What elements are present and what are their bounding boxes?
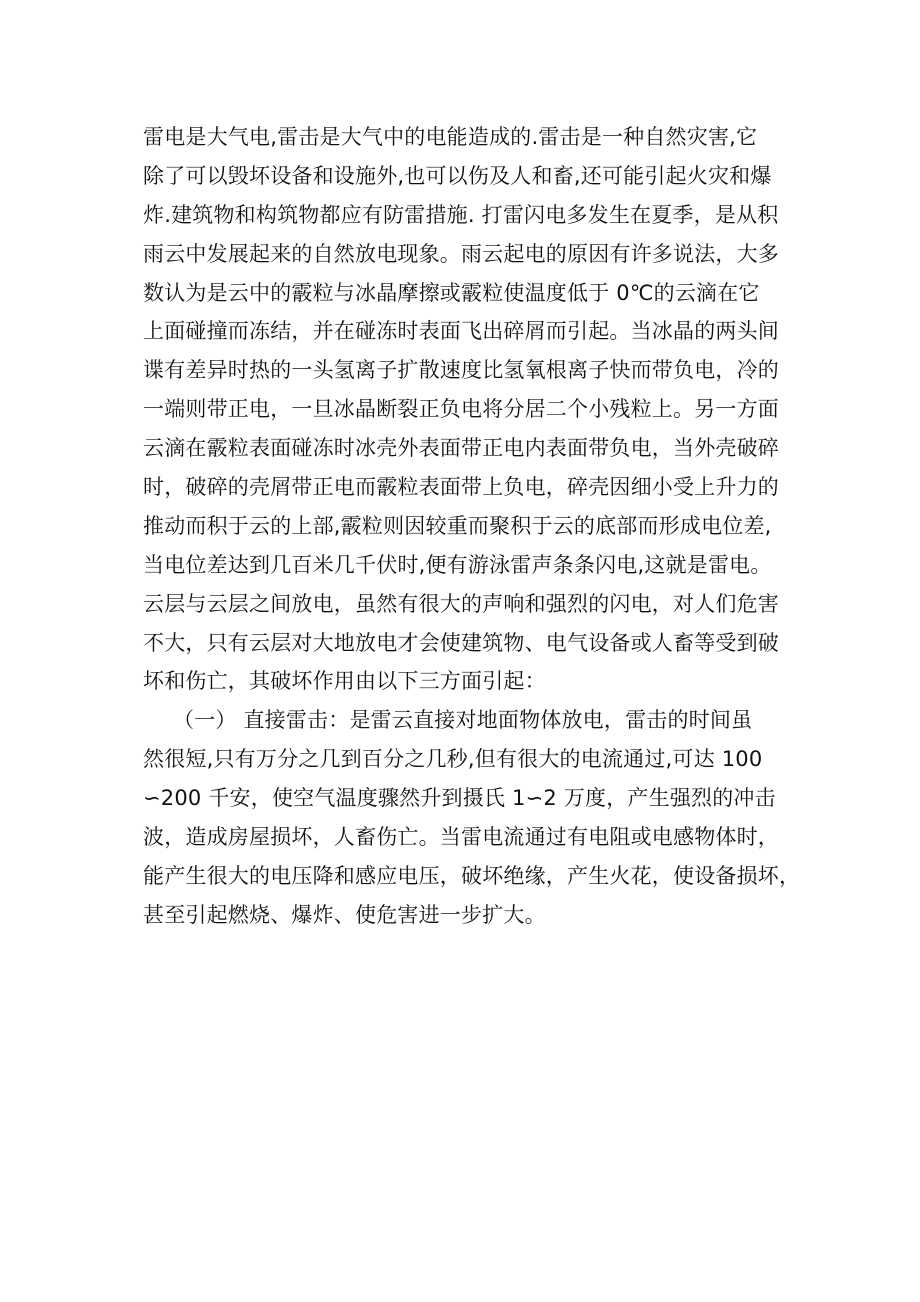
text-line: 云滴在霰粒表面碰冻时冰壳外表面带正电内表面带负电，当外壳破碎: [143, 436, 779, 461]
text-line: 雨云中发展起来的自然放电现象。雨云起电的原因有许多说法，大多: [143, 241, 779, 266]
text-line: 除了可以毁坏设备和设施外,也可以伤及人和畜,还可能引起火灾和爆: [143, 163, 772, 188]
text-line: 甚至引起燃烧、爆炸、使危害进一步扩大。: [143, 902, 546, 927]
text-line: 然很短,只有万分之几到百分之几秒,但有很大的电流通过,可达 100: [143, 747, 763, 772]
text-line: 能产生很大的电压降和感应电压，破坏绝缘，产生火花，使设备损坏，: [143, 863, 801, 888]
text-line-indented: （一） 直接雷击：是雷云直接对地面物体放电，雷击的时间虽: [173, 708, 753, 733]
text-line: 谍有差异时热的一头氢离子扩散速度比氢氧根离子快而带负电，冷的: [143, 358, 779, 383]
text-line: ∽200 千安，使空气温度骤然升到摄氏 1∽2 万度，产生强烈的冲击: [143, 786, 776, 811]
text-line: 推动而积于云的上部,霰粒则因较重而聚积于云的底部而形成电位差,: [143, 513, 772, 538]
text-line: 波，造成房屋损坏，人畜伤亡。当雷电流通过有电阻或电感物体时，: [143, 825, 779, 850]
text-line: 雷电是大气电,雷击是大气中的电能造成的.雷击是一种自然灾害,它: [143, 125, 758, 149]
text-line: 坏和伤亡，其破坏作用由以下三方面引起：: [143, 669, 546, 694]
text-line: 当电位差达到几百米几千伏时,便有游泳雷声条条闪电,这就是雷电。: [143, 552, 772, 577]
text-line: 上面碰撞而冻结，并在碰冻时表面飞出碎屑而引起。当冰晶的两头间: [143, 319, 779, 344]
text-line: 不大，只有云层对大地放电才会使建筑物、电气设备或人畜等受到破: [143, 630, 779, 655]
text-line: 炸.建筑物和构筑物都应有防雷措施. 打雷闪电多发生在夏季，是从积: [143, 202, 779, 227]
text-line: 一端则带正电，一旦冰晶断裂正负电将分居二个小残粒上。另一方面: [143, 397, 779, 422]
text-line: 云层与云层之间放电，虽然有很大的声响和强烈的闪电，对人们危害: [143, 591, 779, 616]
document-body: [143, 118, 803, 935]
text-line: 数认为是云中的霰粒与冰晶摩擦或霰粒使温度低于 0℃的云滴在它: [143, 280, 760, 305]
text-line: 时，破碎的壳屑带正电而霰粒表面带上负电，碎壳因细小受上升力的: [143, 475, 779, 500]
